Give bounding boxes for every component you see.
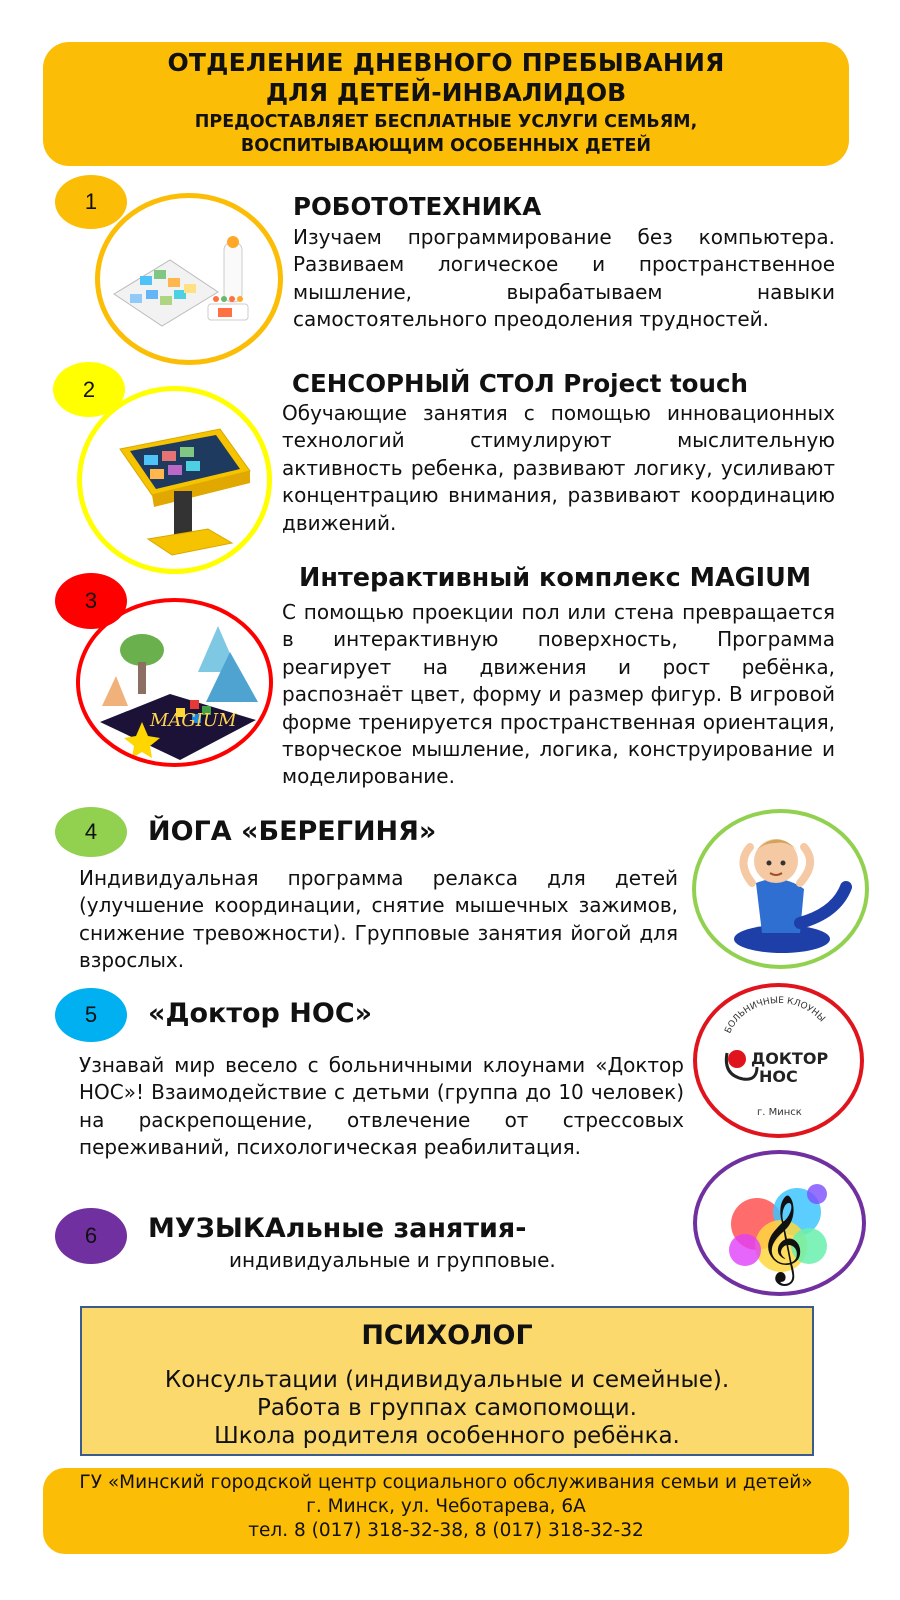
magium-logo-text: MAGIUM [150,710,237,731]
number-badge-4-label: 4 [84,819,98,844]
number-badge-5-label: 5 [84,1002,98,1027]
header-title-line1: ОТДЕЛЕНИЕ ДНЕВНОГО ПРЕБЫВАНИЯ [167,48,725,77]
header-subtitle-line2: ВОСПИТЫВАЮЩИМ ОСОБЕННЫХ ДЕТЕЙ [240,136,652,156]
logo-name-line1: ДОКТОР [751,1049,829,1068]
number-badge-1-label: 1 [84,189,98,214]
svg-text:𝄞: 𝄞 [759,1193,804,1282]
robotics-kit-icon [100,198,278,360]
section-text-magium: С помощью проекции пол или стена превращается в интерактивную поверхность, Программа реагирует на движения и рост ребёнка, распознаёт цвет, форму и размер фигур. В игровой форме тренируется пространственная ориентация, творческое мышление, логика, конструирование и моделирование. [282,600,835,789]
number-badge-2 [53,362,125,417]
footer-phones: тел. 8 (017) 318-32-38, 8 (017) 318-32-32 [248,1520,644,1541]
footer-organization: ГУ «Минский городской центр социального обслуживания семьи и детей» [79,1472,813,1493]
logo-city: г. Минск [757,1107,802,1118]
number-badge-1 [55,175,127,229]
robotics-image [95,193,283,365]
psychologist-line2: Работа в группах самопомощи. [257,1395,637,1421]
number-badge-2-label: 2 [82,377,96,402]
section-text-yoga: Индивидуальная программа релакса для детей (улучшение координации, снятие мышечных зажимов, снижение тревожности). Групповые занятия йогой для взрослых. [79,866,678,973]
number-badge-6-label: 6 [84,1223,98,1248]
section-title-music: МУЗЫКАльные занятия- [148,1213,527,1244]
logo-name-line2: НОС [759,1067,798,1086]
number-badge-3-label: 3 [84,588,98,613]
footer-address: г. Минск, ул. Чеботарева, 6А [306,1496,586,1517]
section-text-sensor-table: Обучающие занятия с помощью инновационных технологий стимулируют мыслительную активность ребенка, развивают логику, усиливают концентрацию внимания, развивают координацию движений. [282,401,835,535]
svg-text:БОЛЬНИЧНЫЕ КЛОУНЫ [723,996,826,1035]
logo-arc-text: БОЛЬНИЧНЫЕ КЛОУНЫ [723,995,827,1036]
header-banner [43,42,849,166]
number-badge-3 [55,573,127,629]
clown-logo-icon [697,987,860,1134]
number-badge-6 [55,1208,127,1264]
header-subtitle-line1: ПРЕДОСТАВЛЯЕТ БЕСПЛАТНЫЕ УСЛУГИ СЕМЬЯМ, [194,112,698,132]
yoga-child-icon [696,813,865,965]
header-title-line2: ДЛЯ ДЕТЕЙ-ИНВАЛИДОВ [265,78,627,107]
psychologist-line3: Школа родителя особенного ребёнка. [214,1423,680,1449]
section-title-doctor-nos: «Доктор НОС» [148,998,373,1029]
section-text-music: индивидуальные и групповые. [229,1248,556,1272]
section-text-robotics: Изучаем программирование без компьютера. Развиваем логическое и пространственное мышление, вырабатываем навыки самостоятельного преодоления трудностей. [293,225,835,332]
doctor-nos-logo [693,983,864,1138]
footer-banner [43,1468,849,1554]
psychologist-line1: Консультации (индивидуальные и семейные). [164,1367,730,1393]
treble-clef-icon [697,1154,862,1292]
number-badge-5 [55,988,127,1042]
touch-table-icon [82,391,267,569]
magium-scene-icon [80,602,269,763]
sensor-table-image [77,386,272,574]
section-title-yoga: ЙОГА «БЕРЕГИНЯ» [148,816,437,847]
section-title-sensor-table: СЕНСОРНЫЙ СТОЛ Project touch [292,369,748,398]
music-image [693,1150,866,1296]
psychologist-box [80,1306,814,1456]
section-text-doctor-nos: Узнавай мир весело с больничными клоунами «Доктор НОС»! Взаимодействие с детьми (группа до 10 человек) на раскрепощение, отвлечение от стрессовых переживаний, психологическая реабилитация. [79,1053,684,1160]
psychologist-title: ПСИХОЛОГ [361,1320,533,1351]
section-title-robotics: РОБОТОТЕХНИКА [293,192,542,221]
yoga-image [692,809,869,969]
number-badge-4 [55,807,127,857]
section-title-magium: Интерактивный комплекс MAGIUM [299,563,812,593]
